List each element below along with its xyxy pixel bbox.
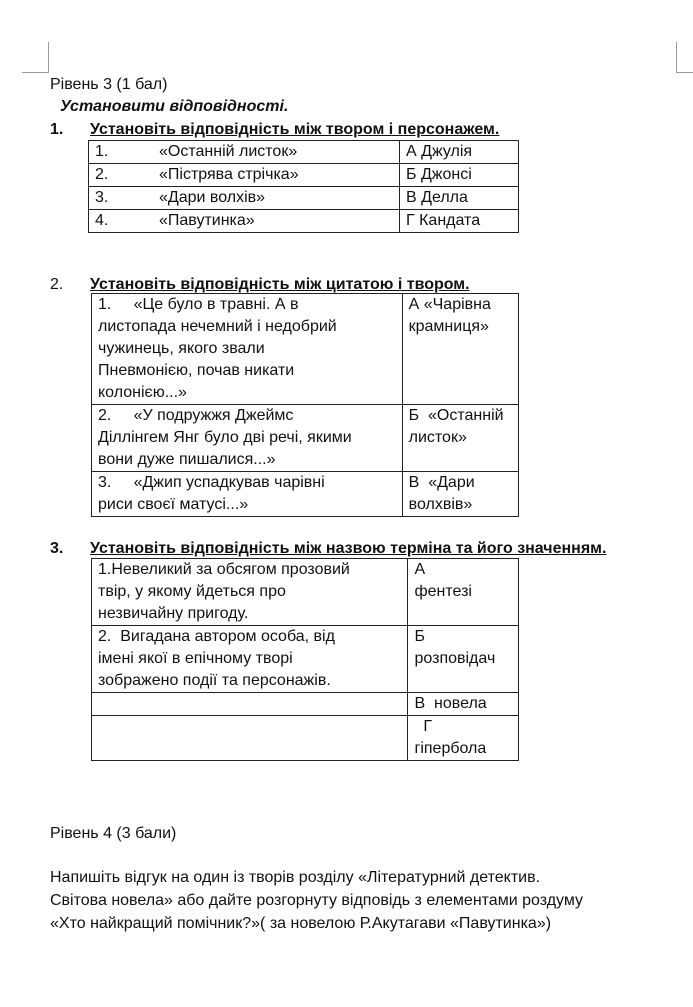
crop-mark-left — [22, 42, 49, 73]
cell-line: гіпербола — [414, 740, 487, 757]
left-cell — [92, 559, 408, 626]
q2-number: 2. — [50, 276, 64, 293]
q3-instruction: Установіть відповідність між назвою терміна та його значенням. — [90, 540, 607, 557]
cell-line: 2. Вигадана автором особа, від — [98, 628, 335, 645]
table-row — [92, 559, 519, 626]
cell-line: розповідач — [414, 650, 496, 667]
left-cell — [92, 693, 408, 716]
cell-line: чужинець, якого звали — [98, 340, 265, 357]
right-cell — [408, 693, 519, 716]
cell-line: 1.Невеликий за обсягом прозовий — [98, 561, 350, 578]
row-number: 4. — [95, 212, 109, 229]
left-cell — [92, 626, 408, 693]
work-cell — [89, 141, 400, 164]
cell-line: волхвів» — [408, 496, 473, 513]
cell-line: зображено події та персонажів. — [98, 672, 331, 689]
table-row — [89, 187, 519, 210]
cell-line: крамниця» — [408, 318, 489, 335]
character-cell — [400, 187, 519, 210]
table-row — [92, 716, 519, 761]
q1-table — [88, 140, 519, 233]
table-row — [89, 164, 519, 187]
level3-subtitle: Установити відповідності. — [60, 98, 289, 115]
level4-line: «Хто найкращий помічник?»( за новелою Р.Акутагави «Павутинка») — [50, 915, 552, 932]
table-row — [92, 626, 519, 693]
work-cell — [89, 164, 400, 187]
cell-line: А — [414, 561, 426, 578]
table-row — [92, 405, 519, 472]
cell-line: Діллінгем Янг було дві речі, якими — [98, 429, 352, 446]
character-cell — [400, 141, 519, 164]
right-cell — [402, 294, 518, 405]
q2-instruction: Установіть відповідність між цитатою і твором. — [90, 276, 470, 293]
crop-mark-right — [676, 42, 693, 73]
table-row — [92, 294, 519, 405]
cell-line: Б — [414, 628, 425, 645]
q2-table — [91, 293, 519, 517]
q3-number: 3. — [50, 540, 64, 557]
right-cell — [402, 405, 518, 472]
work-title: «Павутинка» — [159, 212, 255, 229]
cell-line: листопада нечемний і недобрий — [98, 318, 337, 335]
right-cell — [402, 472, 518, 517]
q1-number: 1. — [50, 121, 64, 138]
work-cell — [89, 210, 400, 233]
cell-line: вони дуже пишалися...» — [98, 451, 276, 468]
cell-line: 3. «Джип успадкував чарівні — [98, 474, 325, 491]
cell-line: Г — [414, 718, 433, 735]
table-row — [89, 210, 519, 233]
character-name: Г Кандата — [406, 212, 481, 229]
character-name: В Делла — [406, 189, 468, 206]
cell-line: імені якої в епічному творі — [98, 650, 293, 667]
q3-table — [91, 558, 519, 761]
cell-line: листок» — [408, 429, 467, 446]
cell-line: незвичайну пригоду. — [98, 605, 249, 622]
cell-line: 2. «У подружжя Джеймс — [98, 407, 294, 424]
right-cell — [408, 716, 519, 761]
left-cell — [92, 716, 408, 761]
table-row — [92, 472, 519, 517]
left-cell — [92, 294, 403, 405]
character-cell — [400, 164, 519, 187]
cell-line: В новела — [414, 695, 487, 712]
left-cell — [92, 472, 403, 517]
cell-line: Б «Останній — [408, 407, 504, 424]
character-name: А Джулія — [406, 143, 473, 160]
right-cell — [408, 626, 519, 693]
right-cell — [408, 559, 519, 626]
row-number: 2. — [95, 166, 109, 183]
table-row — [89, 141, 519, 164]
cell-line: риси своєї матусі...» — [98, 496, 249, 513]
q1-instruction: Установіть відповідність між твором і персонажем. — [90, 121, 500, 138]
character-name: Б Джонсі — [406, 166, 472, 183]
work-title: «Дари волхів» — [159, 189, 266, 206]
cell-line: 1. «Це було в травні. А в — [98, 296, 299, 313]
cell-line: колонією...» — [98, 384, 187, 401]
left-cell — [92, 405, 403, 472]
work-cell — [89, 187, 400, 210]
work-title: «Останній листок» — [159, 143, 298, 160]
table-row — [92, 693, 519, 716]
level4-title: Рівень 4 (3 бали) — [50, 825, 177, 842]
cell-line: Пневмонією, почав никати — [98, 362, 295, 379]
character-cell — [400, 210, 519, 233]
level4-line: Напишіть відгук на один із творів розділу «Літературний детектив. — [50, 869, 541, 886]
level3-title: Рівень 3 (1 бал) — [50, 76, 168, 93]
cell-line: В «Дари — [408, 474, 475, 491]
cell-line: фентезі — [414, 583, 472, 600]
cell-line: А «Чарівна — [408, 296, 491, 313]
row-number: 1. — [95, 143, 109, 160]
level4-line: Світова новела» або дайте розгорнуту відповідь з елементами роздуму — [50, 892, 584, 909]
row-number: 3. — [95, 189, 109, 206]
cell-line: твір, у якому йдеться про — [98, 583, 286, 600]
work-title: «Пістрява стрічка» — [159, 166, 299, 183]
level4-paragraph — [50, 866, 670, 935]
